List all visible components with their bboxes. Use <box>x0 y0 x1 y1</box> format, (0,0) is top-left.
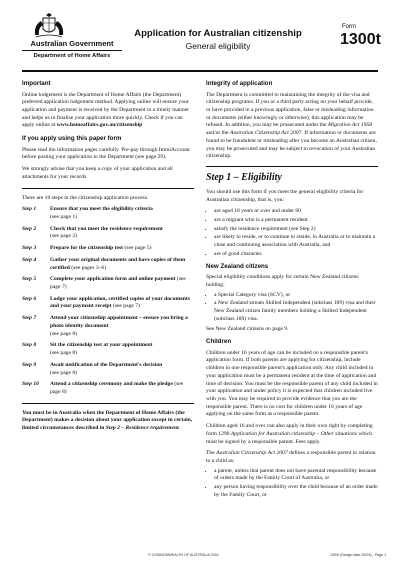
criteria-list <box>206 208 378 258</box>
list-item: • any person having responsibility over the child because of an order made by the Family Court, or <box>214 484 378 499</box>
integrity-heading: Integrity of application <box>206 80 273 87</box>
step-item: Step 10 Attend a citizenship ceremony and make the pledge (see page 8) <box>22 381 184 395</box>
coat-of-arms-icon <box>32 13 66 39</box>
top-divider <box>22 70 378 72</box>
form-label: Form <box>342 24 356 30</box>
list-item: • a parent, unless that parent does not have parental responsibility because of orders made by the Family Court of Australia, or <box>214 468 378 483</box>
steps-intro: There are 10 steps in the citizenship application process. <box>22 194 149 201</box>
decision-notice: You must be in Australia when the Department of Home Affairs (the Department) makes a decision about your application except in certain, limited circumstances described in Step 2 – Residence requirement. <box>22 409 193 432</box>
parent-list <box>206 468 378 500</box>
children-text-2: Children aged 16 and over can also apply in their own right by completing form 1290 Application for Australian citizenship – Other situations which must be signed by a responsible parent. Fees apply. <box>206 423 373 445</box>
page-title: Application for Australian citizenship <box>134 28 302 39</box>
paper-form-heading: If you apply using this paper form <box>22 135 122 143</box>
step-label: Step 4 <box>22 256 37 263</box>
step-label: Step 2 <box>22 225 37 232</box>
section-divider <box>22 188 194 189</box>
list-item: • are of good character. <box>214 251 378 259</box>
step-label: Step 5 <box>22 276 37 283</box>
step-label: Step 1 <box>22 206 37 213</box>
important-heading: Important <box>22 80 51 87</box>
children-text-1: Children under 16 years of age can be included on a responsible parent's application form. If both parents are applying for citizenship, include children in one responsible parent's application only. Any child included in your application must be a permanent resident at the time of application and time of decision. You must be the responsible parent of any child included in your application and under policy it is expected that children included live with you. You may be required to provide evidence that you are the responsible parent. There is no cost for children under 16 years of age applying on the same form as a responsible parent. <box>206 349 378 418</box>
step-label: Step 7 <box>22 315 37 322</box>
step-item: Step 3 Prepare for the citizenship test (see page 5) <box>22 245 152 252</box>
list-item: • are aged 18 years or over and under 60 <box>214 208 378 216</box>
step-label: Step 10 <box>22 381 39 388</box>
step-item: Step 8 Sit the citizenship test at your appointment (see page 8) <box>22 342 153 357</box>
nz-see-reference: See New Zealand citizens on page 9. <box>206 326 289 333</box>
header-divider <box>22 50 122 51</box>
paper-form-text-2: We strongly advise that you keep a copy of your application and all attachments for your records. <box>22 166 173 180</box>
children-heading: Children <box>206 338 232 346</box>
children-text-3: The Australian Citizenship Act 2007 defines a responsible parent in relation to a child as: <box>206 450 376 465</box>
list-item: • are a migrant who is a permanent resident <box>214 217 378 225</box>
integrity-text: The Department is committed to maintaining the integrity of the visa and citizenship programs. If you or a third party acting on your behalf provide, or have provided in a previous application, false or misleading information or documents (either knowingly or otherwise), this application may be refused. In addition, you may be prosecuted under the Migration Act 1958 and/or the Australian Citizenship Act 2007. If information or documents are found to be fraudulent or misleading after you become an Australian citizen, you may be prosecuted and may be subject to revocation of your Australian citizenship. <box>206 91 377 160</box>
step-item: Step 5 Complete your application form and online payment (see page 7) <box>22 276 186 291</box>
left-column <box>22 80 194 437</box>
steps-list <box>22 206 194 396</box>
list-item: • satisfy the residence requirement (see Step 2) <box>214 226 378 234</box>
government-name: Australian Government <box>30 39 114 48</box>
step-label: Step 3 <box>22 245 37 252</box>
section-divider <box>206 166 378 167</box>
step-item: Step 6 Lodge your application, certified copies of your documents and your payment receipt (see page 7) <box>22 295 190 310</box>
nz-heading: New Zealand citizens <box>206 262 269 270</box>
step-label: Step 9 <box>22 361 37 368</box>
step-item: Step 2 Check that you meet the residence requirement (see page 2) <box>22 225 163 240</box>
department-name: Department of Home Affairs <box>33 53 111 59</box>
list-item: • are likely to reside, or to continue to reside, in Australia or to maintain a close and continuing association with Australia, and <box>214 234 378 249</box>
list-item: • a New Zealand stream Skilled Independent (subclass 189) visa and their New Zealand citizen family members holding a Skilled Independent (subclass 189) visa. <box>214 300 378 323</box>
step1-heading: Step 1 – Eligibility <box>206 172 282 184</box>
citizenship-link[interactable]: www.homeaffairs.gov.au/citizenship <box>56 122 143 129</box>
step-item: Step 7 Attend your citizenship appointment – ensure you bring a photo identity document (see page 8) <box>22 315 188 337</box>
step-label: Step 6 <box>22 295 37 302</box>
step1-intro: You should use this form if you meet the general eligibility criteria for Australian citizenship, that is, you: <box>206 188 364 203</box>
step-item: Step 9 Await notification of the Department's decision (see page 8) <box>22 361 163 376</box>
step-item: Step 4 Gather your original documents and have copies of them certified (see pages 3–6) <box>22 256 186 271</box>
step-item: Step 1 Ensure that you meet the eligibility criteria (see page 1) <box>22 206 153 220</box>
step-label: Step 8 <box>22 342 37 349</box>
section-divider <box>22 403 194 404</box>
list-item: • a Special Category visa (SCV), or <box>214 292 378 300</box>
nz-list <box>206 292 378 324</box>
nz-intro: Special eligibility conditions apply for certain New Zealand citizens holding: <box>206 274 359 288</box>
form-number: 1300t <box>340 31 381 48</box>
page-info: 1300t (Design date 05/24) - Page 1 <box>330 553 387 557</box>
copyright: © COMMONWEALTH OF AUSTRALIA 2024 <box>148 553 219 557</box>
right-column <box>206 80 378 503</box>
page-subtitle: General eligibility <box>185 41 251 51</box>
paper-form-text-1: Please read the information pages carefully. Pre-pay through ImmiAccount before posting your application to the Department (see page 29). <box>22 146 190 161</box>
important-text: Online lodgement is the Department of Home Affairs (the Department) preferred application lodgement method. Applying online will ensure your application and payment is received by the Department in a timely manner and helps us to finalise your application more quickly. Check if you can apply online at www.homeaffairs.gov.au/citizenship <box>22 91 189 129</box>
